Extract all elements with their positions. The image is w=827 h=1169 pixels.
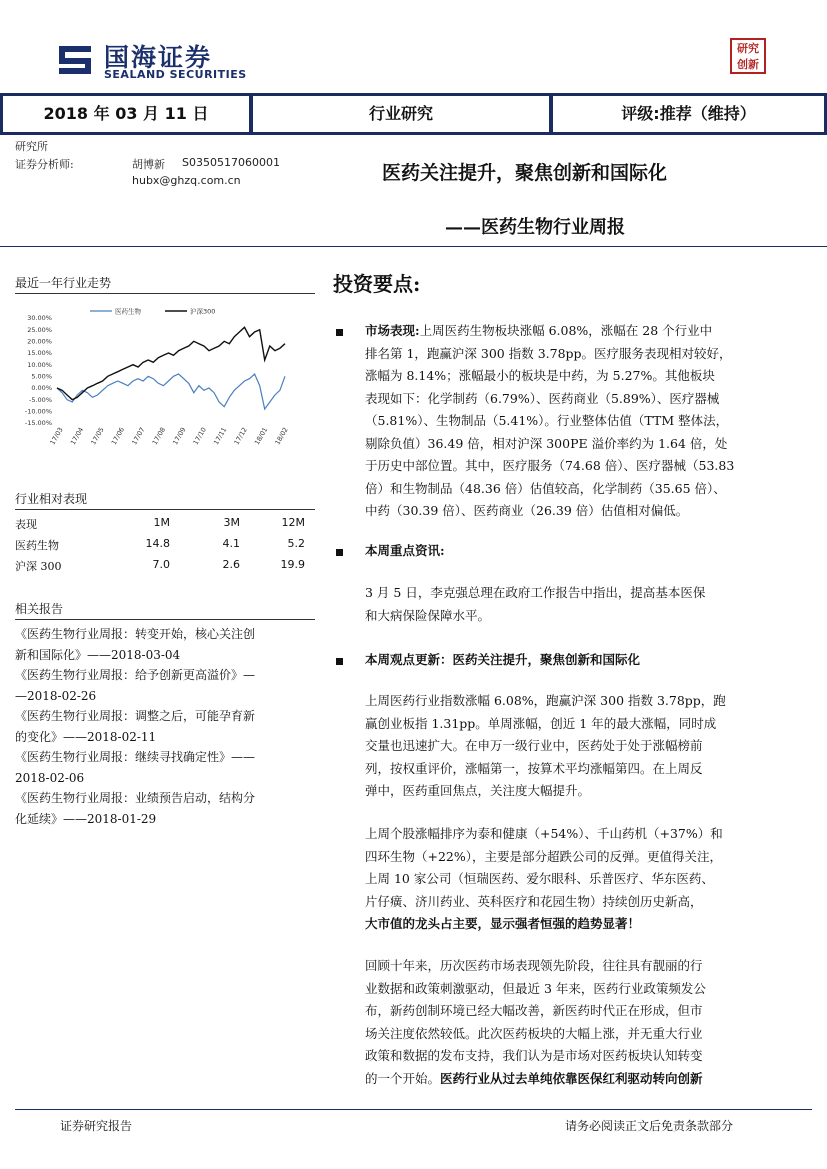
x-tick-label: 17/10 xyxy=(191,426,208,447)
news-label-text: 本周重点资讯: xyxy=(365,543,445,558)
y-tick-label: 20.00% xyxy=(27,337,52,346)
sealand-logo-icon xyxy=(55,40,95,80)
chart-y-axis xyxy=(25,314,52,427)
views-line: 列，按权重评价，涨幅第一，按算术平均涨幅第四。在上周反 xyxy=(365,760,703,776)
market-line: 排名第 1，跑赢沪深 300 指数 3.78pp。医疗服务表现相对较好， xyxy=(365,345,732,361)
market-line: 于历史中部位置。其中，医疗服务（74.68 倍）、医疗器械（53.83 xyxy=(365,458,735,473)
views-emphasis: 医药行业从过去单纯依靠医保红利驱动转向创新 xyxy=(440,1070,703,1086)
analyst-email[interactable]: hubx@ghzq.com.cn xyxy=(132,174,241,187)
y-tick-label: 15.00% xyxy=(27,349,52,358)
news-line: 和大病保险保障水平。 xyxy=(365,607,491,623)
research-seal xyxy=(730,38,766,74)
views-line: 的一个开始。 xyxy=(365,1070,441,1086)
reports-list xyxy=(15,624,315,829)
market-section xyxy=(365,320,765,523)
legend-label: 沪深300 xyxy=(190,307,216,316)
report-link[interactable]: 《医药生物行业周报：调整之后，可能孕育新 xyxy=(15,709,256,723)
cell-1m: 7.0 xyxy=(152,558,170,571)
points-heading: 投资要点: xyxy=(333,272,421,296)
news-section xyxy=(365,582,765,627)
y-tick-label: -5.00% xyxy=(29,395,52,404)
cell-3m: 4.1 xyxy=(222,537,240,550)
report-category: 行业研究 xyxy=(253,96,549,132)
table-row xyxy=(15,558,305,579)
x-tick-label: 18/02 xyxy=(273,426,290,447)
report-subtitle: ——医药生物行业周报 xyxy=(445,217,625,238)
report-date: 2018 年 03 月 11 日 xyxy=(3,96,249,132)
market-line: 上周医药生物板块涨幅 6.08%，涨幅在 28 个行业中 xyxy=(419,323,713,338)
x-tick-label: 17/08 xyxy=(150,426,168,447)
reports-rule xyxy=(15,619,315,620)
report-title: 医药关注提升，聚焦创新和国际化 xyxy=(382,162,668,184)
market-line: （5.81%）、生物制品（5.41%）。行业整体估值（TTM 整体法， xyxy=(365,413,729,428)
x-tick-label: 17/09 xyxy=(171,426,188,447)
reports-heading: 相关报告 xyxy=(15,602,64,616)
bullet-icon xyxy=(336,658,343,665)
cell-12m: 5.2 xyxy=(287,537,305,550)
y-tick-label: 25.00% xyxy=(27,325,52,334)
x-tick-label: 17/04 xyxy=(68,426,86,447)
header-bar xyxy=(0,93,827,135)
x-tick-label: 17/03 xyxy=(48,426,65,447)
x-tick-label: 17/11 xyxy=(212,426,229,447)
views-line: 交量也迅速扩大。在申万一级行业中，医药处于处于涨幅榜前 xyxy=(365,738,703,753)
relative-table xyxy=(15,516,305,579)
relative-heading: 行业相对表现 xyxy=(15,492,88,506)
views-line: 业数据和政策刺激驱动，但最近 3 年来，医药行业政策频发公 xyxy=(365,980,706,996)
cell-1m: 14.8 xyxy=(145,537,170,550)
table-header-row xyxy=(15,516,305,537)
views-para-3 xyxy=(365,955,765,1090)
cell-12m: 19.9 xyxy=(280,558,305,571)
y-tick-label: 5.00% xyxy=(31,372,52,381)
report-link[interactable]: 2018-02-06 xyxy=(15,770,85,785)
brand-name-en: SEALAND SECURITIES xyxy=(104,68,247,81)
col-header: 表现 xyxy=(15,518,37,531)
views-line: 回顾十年来，历次医药市场表现领先阶段，往往具有靓丽的行 xyxy=(365,958,703,973)
market-line: 涨幅为 8.14%；涨幅最小的板块是中药，为 5.27%。其他板块 xyxy=(365,368,715,383)
views-line: 赢创业板指 1.31pp。单周涨幅，创近 1 年的最大涨幅，同时成 xyxy=(365,715,717,731)
chart-lines xyxy=(57,327,285,409)
report-link[interactable]: 《医药生物行业周报：转变开始，核心关注创 xyxy=(15,627,256,641)
views-line: 场关注度依然较低。此次医药板块的大幅上涨，并无重大行业 xyxy=(365,1025,703,1041)
views-para-1 xyxy=(365,690,765,803)
cell-3m: 2.6 xyxy=(222,558,240,571)
report-rating: 评级:推荐（维持） xyxy=(553,96,824,132)
footer-rule xyxy=(15,1109,812,1110)
relative-rule xyxy=(15,509,315,510)
report-link[interactable]: 《医药生物行业周报：业绩预告启动，结构分 xyxy=(15,791,256,805)
report-link[interactable]: 新和国际化》——2018-03-04 xyxy=(15,647,181,662)
market-line: 表现如下：化学制药（6.79%）、医药商业（5.89%）、医疗器械 xyxy=(365,390,720,406)
bullet-icon xyxy=(336,549,343,556)
brand-name-cn: 国海证券 xyxy=(104,43,213,72)
views-line: 上周 10 家公司（恒瑞医药、爱尔眼科、乐普医疗、华东医药、 xyxy=(365,871,714,886)
report-link[interactable]: 《医药生物行业周报：继续寻找确定性》—— xyxy=(15,750,256,764)
footer-left: 证券研究报告 xyxy=(60,1119,133,1133)
report-link[interactable]: —2018-02-26 xyxy=(15,688,97,703)
y-tick-label: 10.00% xyxy=(27,360,52,369)
y-tick-label: 0.00% xyxy=(31,384,52,393)
x-tick-label: 17/07 xyxy=(130,426,147,447)
views-line: 四环生物（+22%），主要是部分超跌公司的反弹。更值得关注， xyxy=(365,848,723,864)
trend-rule xyxy=(15,293,315,294)
col-header: 1M xyxy=(153,516,170,529)
header-divider xyxy=(0,246,827,247)
analyst-label: 证券分析师: xyxy=(15,158,74,171)
chart-x-axis xyxy=(48,426,289,446)
views-label xyxy=(365,649,640,672)
row-name: 医药生物 xyxy=(15,539,59,552)
views-line: 布，新药创制环境已经大幅改善，新医药时代正在形成，但市 xyxy=(365,1003,703,1018)
col-header: 3M xyxy=(223,516,240,529)
market-line: 倍）和生物制品（48.36 倍）估值较高，化学制药（35.65 倍）、 xyxy=(365,480,726,496)
y-tick-label: -15.00% xyxy=(24,419,52,428)
dept-label: 研究所 xyxy=(15,140,48,153)
views-line: 弹中，医药重回焦点，关注度大幅提升。 xyxy=(365,783,591,798)
table-row xyxy=(15,537,305,558)
news-line: 3 月 5 日，李克强总理在政府工作报告中指出，提高基本医保 xyxy=(365,585,706,600)
analyst-name: 胡博新 xyxy=(132,158,165,171)
seal-text: 研究创新 xyxy=(737,42,759,71)
row-name: 沪深 300 xyxy=(15,560,62,573)
market-line: 中药（30.39 倍）、医药商业（26.39 倍）估值相对偏低。 xyxy=(365,503,689,518)
x-tick-label: 17/06 xyxy=(109,426,127,447)
analyst-id: S0350517060001 xyxy=(182,156,280,169)
report-link[interactable]: 《医药生物行业周报：给予创新更高溢价》— xyxy=(15,668,256,682)
x-tick-label: 17/05 xyxy=(89,426,106,447)
y-tick-label: -10.00% xyxy=(24,407,52,416)
chart-legend xyxy=(90,307,215,316)
col-header: 12M xyxy=(281,516,305,529)
trend-heading: 最近一年行业走势 xyxy=(15,276,112,290)
report-link[interactable]: 的变化》——2018-02-11 xyxy=(15,729,157,744)
views-line: 上周医药行业指数涨幅 6.08%，跑赢沪深 300 指数 3.78pp，跑 xyxy=(365,693,726,708)
market-label: 市场表现: xyxy=(365,323,420,338)
views-para-2 xyxy=(365,823,765,936)
market-line: 剔除负值）36.49 倍，相对沪深 300PE 溢价率约为 1.64 倍，处 xyxy=(365,435,728,451)
views-line: 片仔癀、济川药业、英科医疗和花园生物）持续创历史新高， xyxy=(365,893,703,909)
y-tick-label: 30.00% xyxy=(27,314,52,323)
views-label-text: 本周观点更新：医药关注提升，聚焦创新和国际化 xyxy=(365,652,641,667)
views-line: 上周个股涨幅排序为泰和健康（+54%）、千山药机（+37%）和 xyxy=(365,826,723,841)
x-tick-label: 17/12 xyxy=(232,426,249,447)
series-line-hs300 xyxy=(57,327,285,399)
trend-chart xyxy=(15,298,315,466)
x-tick-label: 18/01 xyxy=(252,426,270,447)
report-link[interactable]: 化延续》——2018-01-29 xyxy=(15,811,157,826)
legend-label: 医药生物 xyxy=(115,307,141,316)
views-line: 政策和数据的发布支持，我们认为是市场对医药板块认知转变 xyxy=(365,1048,703,1063)
footer-right: 请务必阅读正文后免责条款部分 xyxy=(565,1119,734,1133)
views-emphasis: 大市值的龙头占主要，显示强者恒强的趋势显著！ xyxy=(365,916,641,931)
news-label xyxy=(365,540,445,563)
series-line-pharma xyxy=(57,374,285,409)
bullet-icon xyxy=(336,329,343,336)
